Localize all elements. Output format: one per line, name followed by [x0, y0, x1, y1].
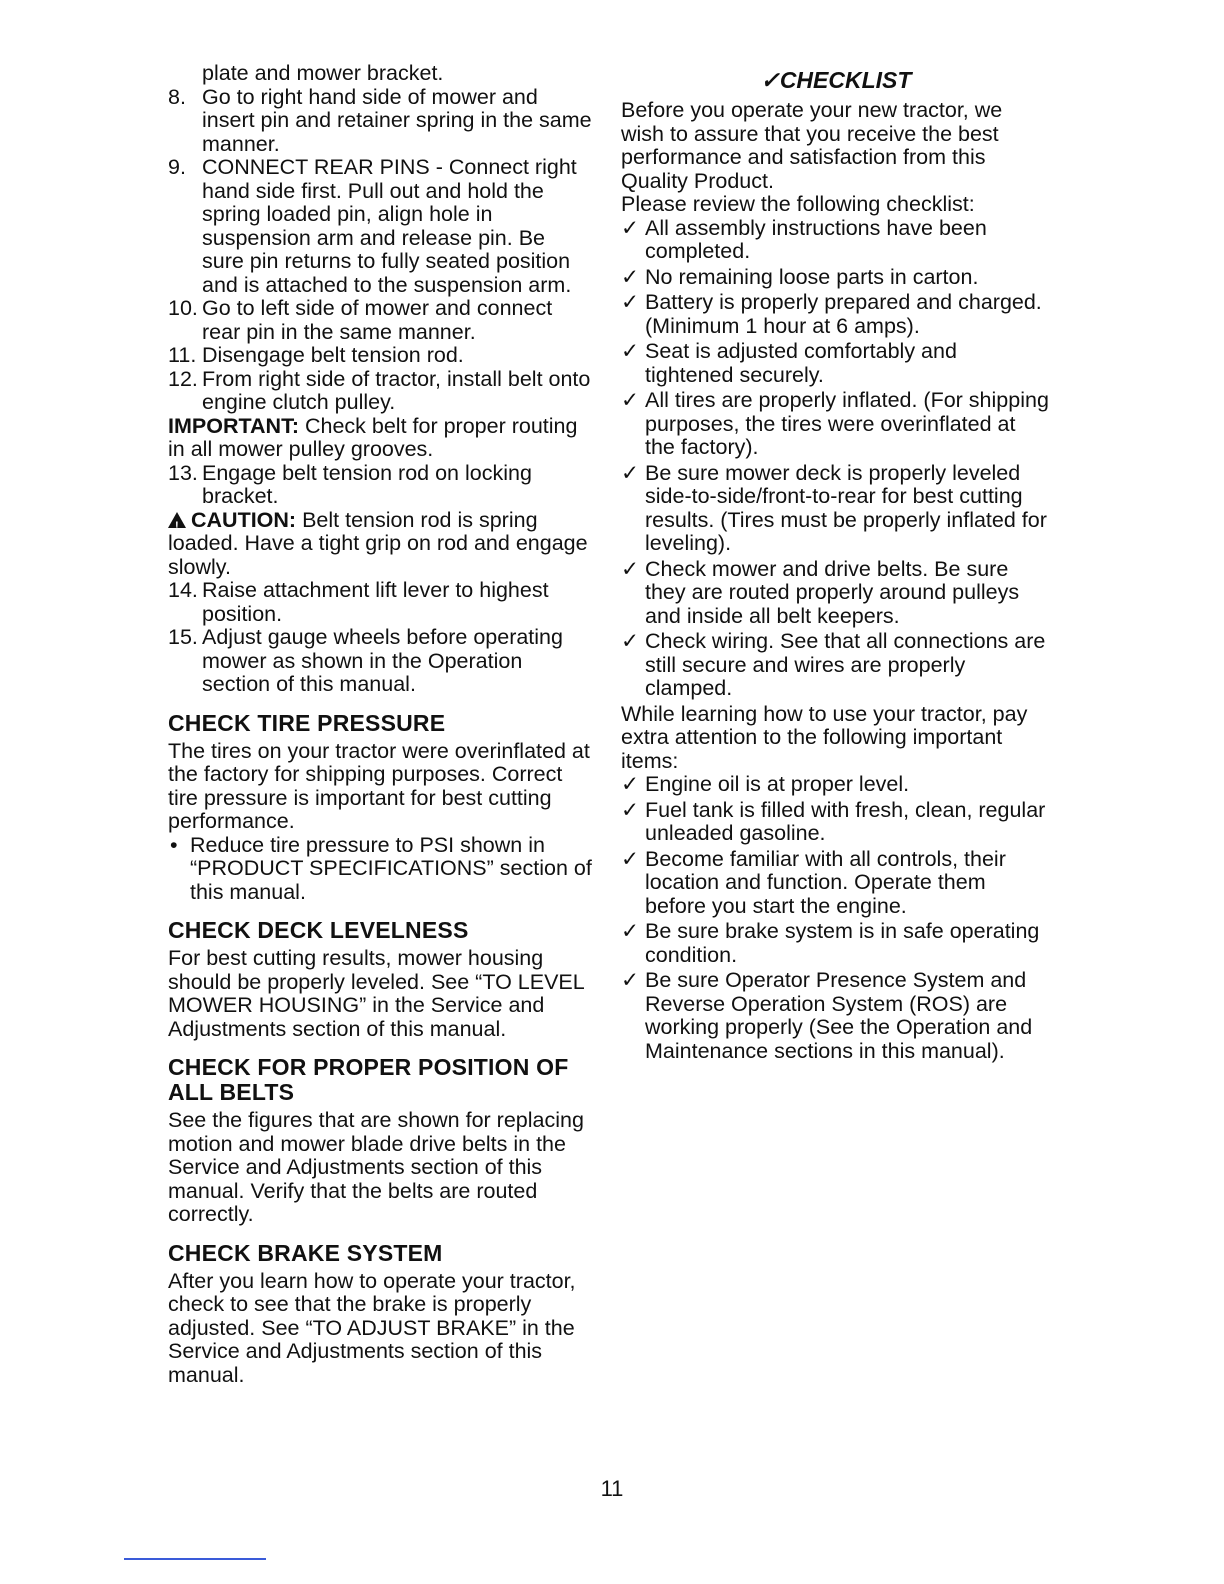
- deck-levelness-heading: CHECK DECK LEVELNESS: [168, 917, 469, 943]
- important-item: [621, 799, 1051, 846]
- check-mark-icon: ✓: [621, 339, 640, 363]
- step-text: CONNECT REAR PINS - Connect right hand side first. Pull out and hold the spring loaded pin, align hole in suspension arm and release pin. Be sure pin returns to fully seated position and is attached to the suspension arm.: [202, 155, 577, 297]
- important-item: [621, 920, 1051, 967]
- bullet-dot-icon: •: [170, 832, 178, 857]
- check-mark-icon: ✓: [621, 556, 640, 581]
- checklist-item-text: All tires are properly inflated. (For shipping purposes, the tires were overinflated at the factory).: [645, 388, 1049, 459]
- corner-divider-line: [124, 1558, 266, 1560]
- checklist-item: [621, 462, 1051, 556]
- left-column: [168, 62, 592, 1387]
- check-mark-icon: ✓: [621, 388, 640, 412]
- step-item: [168, 156, 592, 297]
- check-mark-icon: ✓: [621, 264, 640, 289]
- checklist-item-text: Seat is adjusted comfortably and tightened securely.: [645, 339, 957, 387]
- step-item: [168, 297, 592, 344]
- step-item: [168, 579, 592, 626]
- caution-label: CAUTION:: [191, 507, 297, 532]
- step-number: 10.: [168, 296, 198, 320]
- checklist-item-text: All assembly instructions have been completed.: [645, 215, 987, 263]
- step-item: [168, 462, 592, 509]
- check-mark-icon: ✓: [621, 772, 640, 796]
- important-item-text: Be sure brake system is in safe operating condition.: [645, 919, 1040, 967]
- important-item: [621, 848, 1051, 919]
- checklist-item-text: Be sure mower deck is properly leveled side-to-side/front-to-rear for best cutting results. (Tires must be properly inflated for leveling).: [645, 460, 1047, 555]
- step-text: From right side of tractor, install belt onto engine clutch pulley.: [202, 366, 591, 414]
- check-mark-icon: ✓: [621, 797, 640, 822]
- checklist-item-text: No remaining loose parts in carton.: [645, 264, 979, 289]
- checklist-item: [621, 291, 1051, 338]
- checklist-item: [621, 217, 1051, 264]
- belts-position-text: See the figures that are shown for replacing motion and mower blade drive belts in the Service and Adjustments section of this manual. Verify that the belts are routed correctly.: [168, 1108, 584, 1226]
- checklist-item: [621, 558, 1051, 629]
- check-mark-icon: ✓: [621, 215, 640, 240]
- warning-triangle-icon: [168, 512, 186, 528]
- step-item: [168, 86, 592, 157]
- step-number: 8.: [168, 84, 186, 109]
- important-item-text: Become familiar with all controls, their location and function. Operate them before you start the engine.: [645, 846, 1006, 918]
- tire-pressure-heading: CHECK TIRE PRESSURE: [168, 709, 446, 736]
- checklist-item-text: Battery is properly prepared and charged. (Minimum 1 hour at 6 amps).: [645, 290, 1042, 338]
- bullet-text: Reduce tire pressure to PSI shown in “PRODUCT SPECIFICATIONS” section of this manual.: [190, 832, 592, 904]
- deck-levelness-text: For best cutting results, mower housing should be properly leveled. See “TO LEVEL MOWER HOUSING” in the Service and Adjustments section of this manual.: [168, 946, 584, 1041]
- step-text: Go to right hand side of mower and insert pin and retainer spring in the same manner.: [202, 84, 592, 156]
- checklist-item: [621, 389, 1051, 460]
- step-text: Engage belt tension rod on locking bracket.: [202, 460, 532, 508]
- step-text: Raise attachment lift lever to highest position.: [202, 578, 549, 626]
- important-item: [621, 969, 1051, 1063]
- checklist-item-text: Check wiring. See that all connections are still secure and wires are properly clamped.: [645, 629, 1046, 700]
- checklist-item-text: Check mower and drive belts. Be sure they are routed properly around pulleys and inside all belt keepers.: [645, 556, 1020, 628]
- step-item: [168, 626, 592, 697]
- step-number: 15.: [168, 625, 198, 649]
- step-item: [168, 368, 592, 415]
- caution-note: [168, 509, 592, 580]
- checklist-item: [621, 340, 1051, 387]
- brake-system-heading: CHECK BRAKE SYSTEM: [168, 1239, 443, 1266]
- step-item: [168, 344, 592, 368]
- step-number: 9.: [168, 155, 186, 179]
- checklist-item: [621, 630, 1051, 701]
- important-text: Check belt for proper routing in all mower pulley grooves.: [168, 413, 578, 461]
- check-mark-icon: ✓: [621, 460, 640, 485]
- important-item-text: Engine oil is at proper level.: [645, 772, 910, 796]
- step-text: Disengage belt tension rod.: [202, 343, 464, 367]
- important-item: [621, 773, 1051, 797]
- checklist-heading: ✓CHECKLIST: [760, 67, 912, 93]
- step-text: Go to left side of mower and connect rear pin in the same manner.: [202, 296, 553, 344]
- brake-system-text: After you learn how to operate your tractor, check to see that the brake is properly adjusted. See “TO ADJUST BRAKE” in the Service and Adjustments section of this manual.: [168, 1268, 576, 1387]
- check-mark-icon: ✓: [621, 629, 640, 653]
- right-column: [621, 62, 1051, 1065]
- step-number: 14.: [168, 578, 198, 602]
- check-mark-icon: ✓: [621, 968, 640, 992]
- while-learning-text: While learning how to use your tractor, pay extra attention to the following important items:: [621, 701, 1028, 773]
- checklist-intro: Before you operate your new tractor, we wish to assure that you receive the best performance and satisfaction from this Quality Product.: [621, 98, 1003, 193]
- belts-position-heading: CHECK FOR PROPER POSITION OF ALL BELTS: [168, 1054, 569, 1105]
- important-item-text: Fuel tank is filled with fresh, clean, regular unleaded gasoline.: [645, 797, 1046, 845]
- important-item-text: Be sure Operator Presence System and Reverse Operation System (ROS) are working properly (See the Operation and Maintenance sections in this manual).: [645, 968, 1033, 1063]
- checklist-review-line: Please review the following checklist:: [621, 192, 975, 216]
- important-note: [168, 415, 592, 462]
- page-number: 11: [600, 1476, 624, 1501]
- tire-pressure-text: The tires on your tractor were overinflated at the factory for shipping purposes. Correct tire pressure is important for best cutting performance.: [168, 738, 590, 833]
- check-mark-icon: ✓: [621, 846, 640, 871]
- check-mark-icon: ✓: [621, 290, 640, 314]
- checklist-item: [621, 266, 1051, 290]
- step-number: 13.: [168, 460, 198, 485]
- tire-pressure-bullet: [168, 834, 592, 905]
- caution-text: Belt tension rod is spring loaded. Have a tight grip on rod and engage slowly.: [168, 507, 588, 579]
- check-mark-icon: ✓: [621, 919, 640, 943]
- continuation-text: plate and mower bracket.: [202, 61, 444, 85]
- step-number: 11.: [168, 343, 197, 367]
- important-label: IMPORTANT:: [168, 413, 299, 438]
- step-number: 12.: [168, 366, 198, 391]
- step-text: Adjust gauge wheels before operating mower as shown in the Operation section of this manual.: [202, 625, 563, 696]
